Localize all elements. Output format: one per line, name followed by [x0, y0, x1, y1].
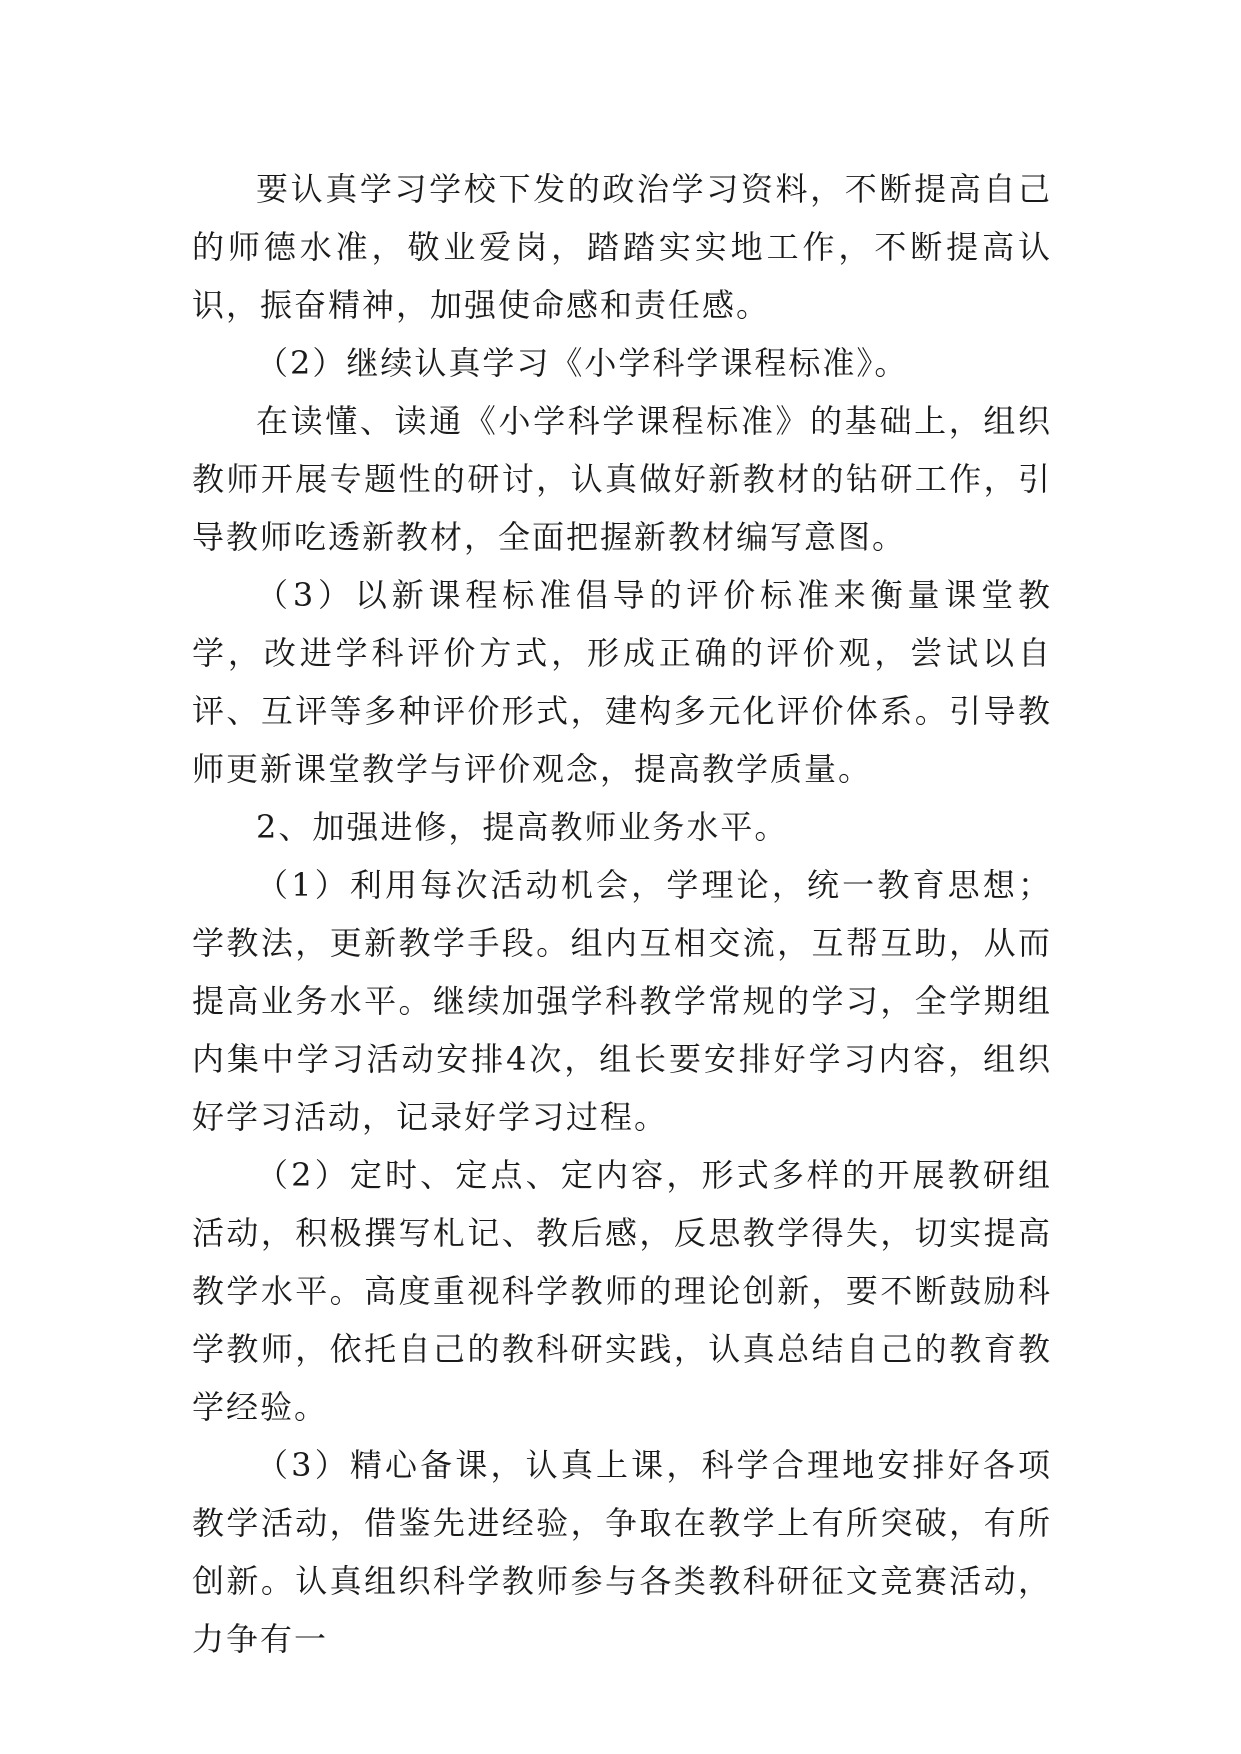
paragraph-curriculum-study: 在读懂、读通《小学科学课程标准》的基础上，组织教师开展专题性的研讨，认真做好新教材的钻研工作，引导教师吃透新教材，全面把握新教材编写意图。 [192, 402, 1052, 556]
paragraph-item-3-lesson-prep: （3）精心备课，认真上课，科学合理地安排好各项教学活动，借鉴先进经验，争取在教学上有所突破，有所创新。认真组织科学教师参与各类教科研征文竞赛活动，力争有一 [192, 1446, 1052, 1658]
paragraph-item-2-curriculum-standard: （2）继续认真学习《小学科学课程标准》。 [256, 344, 909, 382]
paragraph-item-3-evaluation: （3）以新课程标准倡导的评价标准来衡量课堂教学，改进学科评价方式，形成正确的评价观，尝试以自评、互评等多种评价形式，建构多元化评价体系。引导教师更新课堂教学与评价观念，提高教学质量。 [192, 576, 1052, 788]
paragraph-item-2-research-activities: （2）定时、定点、定内容，形式多样的开展教研组活动，积极撰写札记、教后感，反思教学得失，切实提高教学水平。高度重视科学教师的理论创新，要不断鼓励科学教师，依托自己的教科研实践，认真总结自己的教育教学经验。 [192, 1156, 1052, 1426]
paragraph-heading-2-training: 2、加强进修，提高教师业务水平。 [256, 808, 789, 846]
paragraph-item-1-activities: （1）利用每次活动机会，学理论，统一教育思想；学教法，更新教学手段。组内互相交流，互帮互助，从而提高业务水平。继续加强学科教学常规的学习，全学期组内集中学习活动安排4次，组长要安排好学习内容，组织好学习活动，记录好学习过程。 [192, 866, 1052, 1136]
document-body [192, 160, 1052, 1668]
paragraph-political-study: 要认真学习学校下发的政治学习资料，不断提高自己的师德水准，敬业爱岗，踏踏实实地工作，不断提高认识，振奋精神，加强使命感和责任感。 [192, 170, 1052, 324]
